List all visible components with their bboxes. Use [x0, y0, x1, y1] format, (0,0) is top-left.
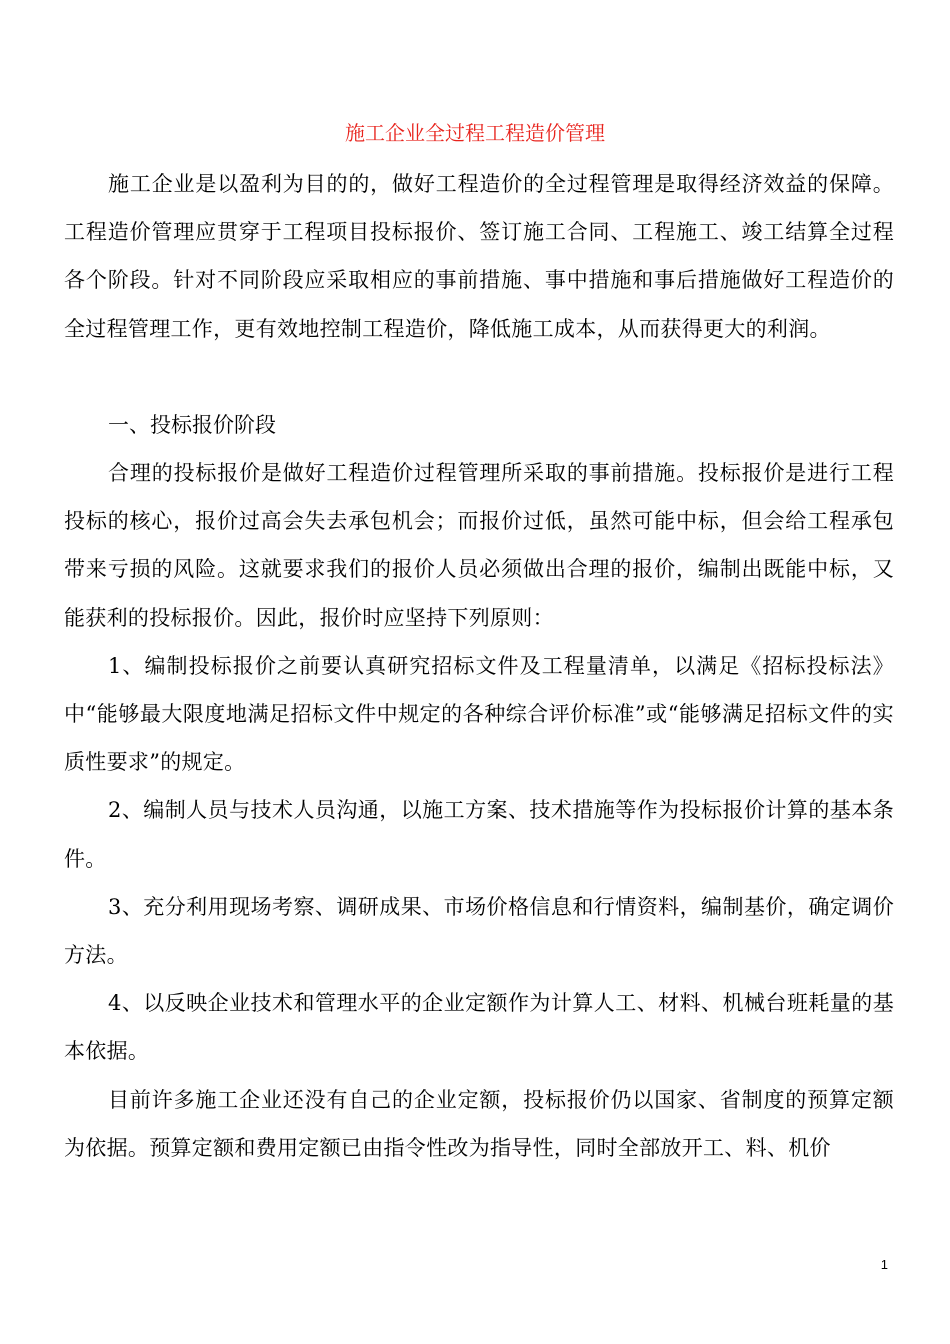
- page-number: 1: [880, 1257, 888, 1272]
- document-body: [64, 160, 894, 1172]
- paragraph-principle-1: 1、编制投标报价之前要认真研究招标文件及工程量清单，以满足《招标投标法》中“能够最大限度地满足招标文件中规定的各种综合评价标准”或“能够满足招标文件的实质性要求”的规定。: [64, 653, 894, 775]
- paragraph-principle-4: 4、以反映企业技术和管理水平的企业定额作为计算人工、材料、机械台班耗量的基本依据。: [64, 991, 894, 1064]
- paragraph-principle-3: 3、充分利用现场考察、调研成果、市场价格信息和行情资料，编制基价，确定调价方法。: [64, 894, 894, 968]
- page-title: 施工企业全过程工程造价管理: [345, 121, 605, 145]
- paragraph-bidding-intro: 合理的投标报价是做好工程造价过程管理所采取的事前措施。投标报价是进行工程投标的核心，报价过高会失去承包机会；而报价过低，虽然可能中标，但会给工程承包带来亏损的风险。这就要求我们的报价人员必须做出合理的报价，编制出既能中标，又能获利的投标报价。因此，报价时应坚持下列原则：: [64, 461, 894, 630]
- intro-paragraph: 施工企业是以盈利为目的的，做好工程造价的全过程管理是取得经济效益的保障。工程造价管理应贯穿于工程项目投标报价、签订施工合同、工程施工、竣工结算全过程各个阶段。针对不同阶段应采取相应的事前措施、事中措施和事后措施做好工程造价的全过程管理工作，更有效地控制工程造价，降低施工成本，从而获得更大的利润。: [64, 172, 894, 341]
- section-heading: 一、投标报价阶段: [108, 412, 276, 437]
- paragraph-principle-2: 2、编制人员与技术人员沟通，以施工方案、技术措施等作为投标报价计算的基本条件。: [64, 798, 894, 871]
- paragraph-enterprise-quota: 目前许多施工企业还没有自己的企业定额，投标报价仍以国家、省制度的预算定额为依据。预算定额和费用定额已由指令性改为指导性，同时全部放开工、料、机价: [64, 1087, 894, 1160]
